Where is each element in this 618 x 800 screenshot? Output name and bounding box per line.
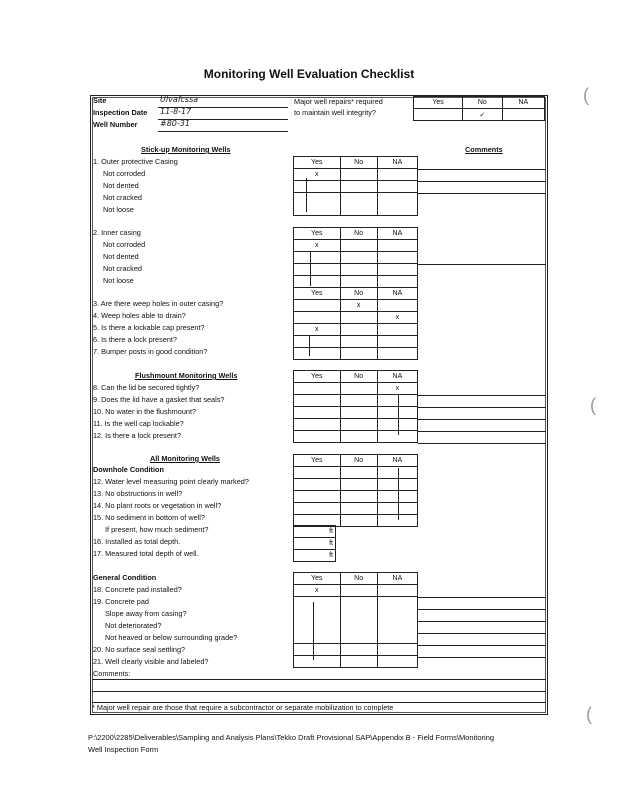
col-no: No (340, 228, 377, 240)
depth-table (293, 525, 336, 562)
col-na: NA (377, 157, 417, 169)
col-na: NA (377, 228, 417, 240)
col-no: No (340, 288, 377, 300)
answer-cell[interactable] (294, 324, 341, 336)
answer-cell[interactable] (377, 644, 417, 656)
comments-label: Comments: (93, 669, 131, 678)
footer-line-2: Well Inspection Form (88, 745, 159, 754)
measured-depth-ft-cell[interactable] (294, 550, 336, 562)
answer-cell[interactable] (294, 597, 341, 644)
page-title: Monitoring Well Evaluation Checklist (203, 67, 415, 81)
answer-cell[interactable] (294, 276, 341, 288)
downhole-heading: Downhole Condition (93, 465, 164, 474)
q6-label: 6. Is there a lock present? (93, 335, 177, 344)
ft-unit: ft (329, 552, 333, 559)
answer-cell[interactable] (377, 264, 417, 276)
q19a-label: Slope away from casing? (105, 609, 187, 618)
answer-cell[interactable] (294, 169, 341, 181)
answer-cell[interactable] (294, 300, 341, 312)
x-mark: x (315, 587, 319, 594)
comment-line (418, 431, 546, 432)
q2-answer-table (293, 227, 418, 360)
answer-cell[interactable] (377, 383, 417, 395)
answer-cell[interactable] (340, 585, 377, 597)
answer-cell[interactable] (340, 431, 377, 443)
major-repairs-table (413, 96, 545, 121)
comments-line (92, 691, 546, 692)
stickup-heading: Stick-up Monitoring Wells (141, 145, 231, 154)
answer-cell[interactable] (294, 419, 341, 431)
flushmount-heading: Flushmount Monitoring Wells (135, 371, 238, 380)
answer-cell[interactable] (340, 467, 377, 479)
answer-cell[interactable] (377, 312, 417, 324)
well-number-label: Well Number (93, 120, 138, 129)
x-mark: x (315, 326, 319, 333)
allwells-heading: All Monitoring Wells (150, 454, 220, 463)
col-na: NA (377, 455, 417, 467)
q2-item-1: Not corroded (103, 240, 146, 249)
site-value: Ulvafcssa (160, 95, 199, 104)
q1-answer-table (293, 156, 418, 216)
comment-line (418, 169, 546, 170)
col-yes: Yes (294, 573, 341, 585)
answer-cell[interactable] (340, 644, 377, 656)
q14-label: 14. No plant roots or vegetation in well? (93, 501, 222, 510)
answer-cell[interactable] (340, 169, 377, 181)
comment-line (418, 407, 546, 408)
major-repairs-question-line2: to maintain well integrity? (294, 108, 376, 117)
answer-cell[interactable] (377, 336, 417, 348)
q9-label: 9. Does the lid have a gasket that seals? (93, 395, 225, 404)
inspection-date-value: 11-8-17 (160, 107, 192, 116)
answer-cell[interactable] (294, 431, 341, 443)
col-yes: Yes (294, 371, 341, 383)
answer-cell[interactable] (340, 181, 377, 193)
general-heading: General Condition (93, 573, 157, 582)
q4-label: 4. Weep holes able to drain? (93, 311, 186, 320)
answer-cell[interactable] (377, 300, 417, 312)
col-na: NA (377, 371, 417, 383)
q11-label: 11. Is the well cap lockable? (93, 419, 184, 428)
answer-cell[interactable] (340, 312, 377, 324)
installed-depth-ft-cell[interactable] (294, 538, 336, 550)
well-number-value: #80-31 (160, 119, 190, 128)
q13-label: 13. No obstructions in well? (93, 489, 183, 498)
inspection-date-label: Inspection Date (93, 108, 148, 117)
site-underline (158, 107, 288, 108)
site-label: Site (93, 96, 107, 105)
comment-line (418, 609, 546, 610)
answer-cell[interactable] (377, 169, 417, 181)
answer-cell[interactable] (377, 193, 417, 216)
comment-line (418, 633, 546, 634)
answer-cell[interactable] (294, 181, 341, 193)
comment-line (418, 193, 546, 194)
answer-cell[interactable] (340, 300, 377, 312)
answer-cell[interactable] (377, 324, 417, 336)
answer-cell[interactable] (294, 644, 341, 656)
q7-label: 7. Bumper posts in good condition? (93, 347, 208, 356)
ft-unit: ft (329, 540, 333, 547)
answer-cell[interactable] (294, 467, 341, 479)
q3-label: 3. Are there weep holes in outer casing? (93, 299, 224, 308)
comment-line (418, 443, 546, 444)
q19c-label: Not heaved or below surrounding grade? (105, 633, 238, 642)
col-na: NA (377, 288, 417, 300)
answer-cell[interactable] (340, 276, 377, 288)
answer-cell[interactable] (377, 240, 417, 252)
answer-cell[interactable] (294, 395, 341, 407)
answer-cell[interactable] (340, 264, 377, 276)
answer-cell[interactable] (340, 597, 377, 644)
answer-cell[interactable] (377, 656, 417, 668)
allwells-answer-table (293, 454, 418, 527)
q17-label: 17. Measured total depth of well. (93, 549, 199, 558)
q1-item-4: Not loose (103, 205, 134, 214)
handwritten-down-stroke (398, 468, 399, 520)
q12-flush-label: 12. Is there a lock present? (93, 431, 182, 440)
answer-cell[interactable] (294, 491, 341, 503)
q20-label: 20. No surface seal settling? (93, 645, 186, 654)
x-mark: x (356, 302, 361, 309)
q1-label: 1. Outer protective Casing (93, 157, 178, 166)
x-mark: x (395, 385, 400, 392)
handwritten-down-stroke (306, 178, 307, 212)
answer-cell[interactable] (377, 252, 417, 264)
answer-cell[interactable] (377, 597, 417, 644)
q15b-label: If present, how much sediment? (105, 525, 209, 534)
q2-item-2: Not dented (103, 252, 139, 261)
answer-cell[interactable] (340, 324, 377, 336)
answer-cell[interactable] (294, 585, 341, 597)
comment-line (418, 645, 546, 646)
handwritten-down-stroke (398, 395, 399, 435)
q1-item-2: Not dented (103, 181, 139, 190)
answer-cell[interactable] (340, 407, 377, 419)
handwritten-down-stroke (309, 336, 310, 356)
answer-cell[interactable] (340, 419, 377, 431)
major-repair-note: * Major well repair are those that require a subcontractor or separate mobilization to complete (92, 703, 394, 712)
x-mark: x (315, 171, 319, 178)
answer-cell[interactable] (294, 240, 341, 252)
date-underline (158, 119, 288, 120)
answer-cell[interactable] (340, 656, 377, 668)
answer-cell[interactable] (340, 395, 377, 407)
answer-cell[interactable] (377, 181, 417, 193)
check-mark: ✓ (479, 111, 486, 119)
answer-cell[interactable] (294, 503, 341, 515)
handwritten-down-stroke (313, 602, 314, 660)
answer-cell[interactable] (340, 503, 377, 515)
major-repairs-na-cell[interactable] (502, 109, 544, 121)
q19-label: 19. Concrete pad (93, 597, 149, 606)
answer-cell[interactable] (340, 252, 377, 264)
col-yes: Yes (294, 455, 341, 467)
footer-line-1: P:\2200\2285\Deliverables\Sampling and Analysis Plans\Tekko Draft Provisional SAP\Appendix B - Field Forms\Monitoring (88, 733, 495, 742)
q5-label: 5. Is there a lockable cap present? (93, 323, 205, 332)
q2-label: 2. Inner casing (93, 228, 141, 237)
q15-label: 15. No sediment in bottom of well? (93, 513, 205, 522)
ft-unit: ft (329, 528, 333, 535)
answer-cell[interactable] (340, 336, 377, 348)
q1-item-1: Not corroded (103, 169, 146, 178)
answer-cell[interactable] (340, 193, 377, 216)
col-yes: Yes (294, 288, 341, 300)
q8-label: 8. Can the lid be secured tightly? (93, 383, 200, 392)
answer-cell[interactable] (294, 407, 341, 419)
comment-line (418, 597, 546, 598)
col-no: No (340, 157, 377, 169)
scan-edge-mark: ( (586, 704, 592, 724)
comment-line (418, 181, 546, 182)
comments-heading: Comments (465, 145, 503, 154)
comment-line (418, 621, 546, 622)
flushmount-answer-table (293, 370, 418, 443)
comment-line (418, 264, 546, 265)
major-repairs-no-cell[interactable] (463, 109, 502, 121)
col-no: No (340, 455, 377, 467)
answer-cell[interactable] (294, 336, 341, 348)
col-na: NA (377, 573, 417, 585)
q16-label: 16. Installed as total depth. (93, 537, 181, 546)
answer-cell[interactable] (377, 585, 417, 597)
handwritten-down-stroke (310, 252, 311, 286)
answer-cell[interactable] (294, 264, 341, 276)
q1-item-3: Not cracked (103, 193, 142, 202)
answer-cell[interactable] (294, 383, 341, 395)
major-repairs-question-line1: Major well repairs* required (294, 97, 383, 106)
well-underline (158, 131, 288, 132)
x-mark: x (395, 314, 400, 321)
col-no: No (463, 97, 502, 109)
answer-cell[interactable] (294, 252, 341, 264)
answer-cell[interactable] (340, 348, 377, 360)
major-repairs-yes-cell[interactable] (414, 109, 463, 121)
q19b-label: Not deteriorated? (105, 621, 162, 630)
answer-cell[interactable] (340, 491, 377, 503)
answer-cell[interactable] (340, 479, 377, 491)
answer-cell[interactable] (294, 656, 341, 668)
sediment-ft-cell[interactable] (294, 526, 336, 538)
comment-line (418, 395, 546, 396)
q10-label: 10. No water in the flushmount? (93, 407, 197, 416)
q2-item-3: Not cracked (103, 264, 142, 273)
q2-item-4: Not loose (103, 276, 134, 285)
answer-cell[interactable] (340, 240, 377, 252)
answer-cell[interactable] (377, 276, 417, 288)
answer-cell[interactable] (294, 312, 341, 324)
col-no: No (340, 371, 377, 383)
answer-cell[interactable] (340, 383, 377, 395)
comments-line (92, 679, 546, 680)
scan-edge-mark: ( (590, 395, 596, 415)
answer-cell[interactable] (377, 348, 417, 360)
answer-cell[interactable] (340, 515, 377, 527)
q18-label: 18. Concrete pad installed? (93, 585, 182, 594)
answer-cell[interactable] (294, 348, 341, 360)
q12-label: 12. Water level measuring point clearly marked? (93, 477, 249, 486)
general-answer-table (293, 572, 418, 668)
scan-edge-mark: ( (583, 85, 589, 105)
answer-cell[interactable] (294, 479, 341, 491)
comment-line (418, 419, 546, 420)
col-yes: Yes (294, 228, 341, 240)
col-no: No (340, 573, 377, 585)
x-mark: x (315, 242, 319, 249)
answer-cell[interactable] (294, 193, 341, 216)
comment-line (418, 657, 546, 658)
col-yes: Yes (294, 157, 341, 169)
file-path-footer (88, 732, 588, 756)
q21-label: 21. Well clearly visible and labeled? (93, 657, 209, 666)
col-na: NA (502, 97, 544, 109)
col-yes: Yes (414, 97, 463, 109)
